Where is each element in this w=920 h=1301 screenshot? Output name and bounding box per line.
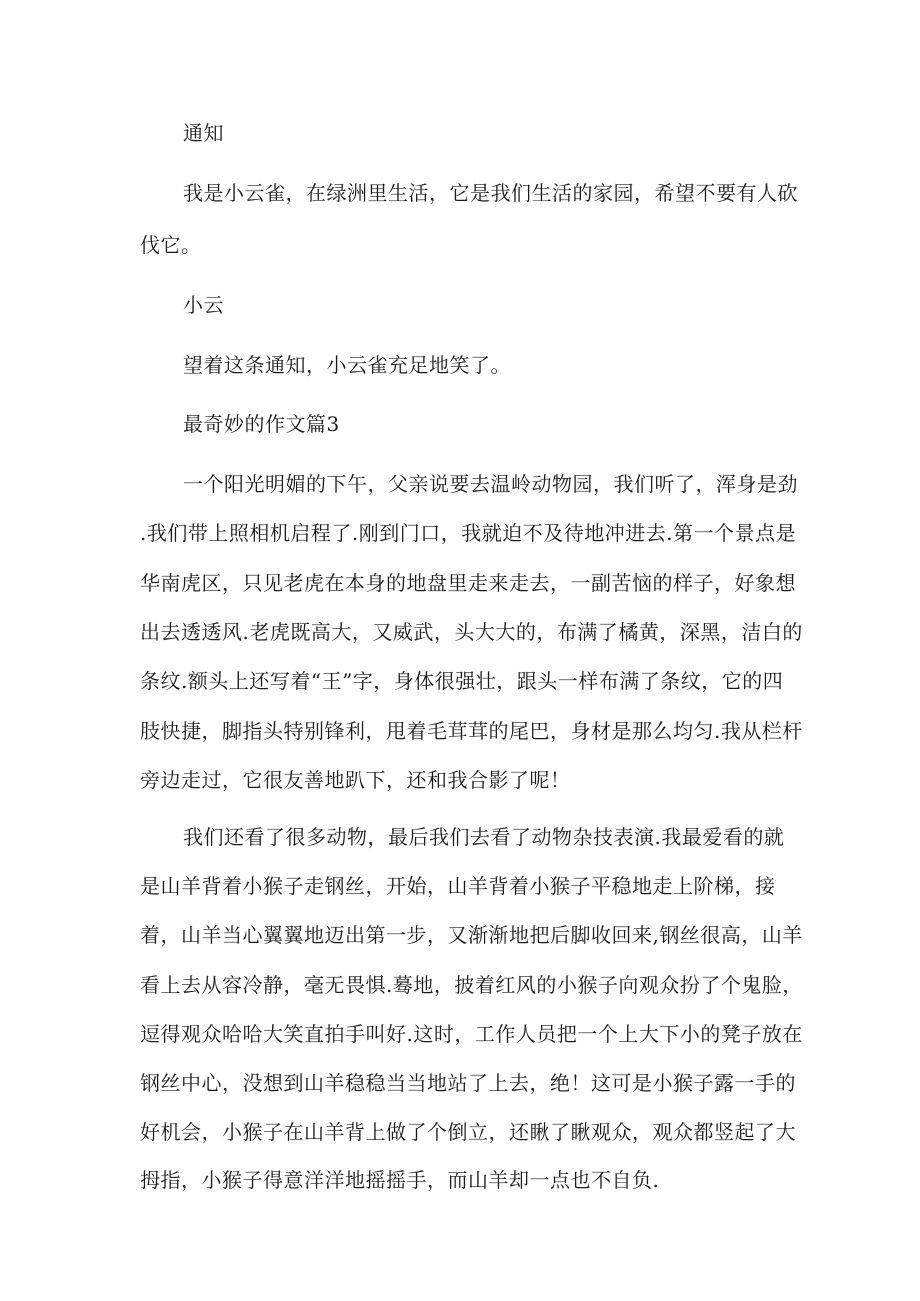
section-heading: 最奇妙的作文篇3	[183, 412, 340, 436]
notice-signature: 小云	[183, 293, 224, 317]
paragraph-line: 条纹.额头上还写着“王”字，身体很强壮，跟头一样布满了条纹，它的四	[140, 669, 784, 693]
paragraph-line: 拇指，小猴子得意洋洋地摇摇手，而山羊却一点也不自负.	[140, 1168, 660, 1192]
paragraph-line: 望着这条通知，小云雀充足地笑了。	[183, 353, 511, 377]
paragraph-line: .我们带上照相机启程了.刚到门口，我就迫不及待地冲进去.第一个景点是	[140, 521, 797, 545]
paragraph-line: 我们还看了很多动物，最后我们去看了动物杂技表演.我最爱看的就	[183, 825, 785, 849]
paragraph-line: 钢丝中心，没想到山羊稳稳当当地站了上去，绝！这可是小猴子露一手的	[140, 1071, 796, 1095]
notice-body-line: 我是小云雀，在绿洲里生活，它是我们生活的家园，希望不要有人砍	[183, 181, 798, 205]
paragraph-line: 是山羊背着小猴子走钢丝，开始，山羊背着小猴子平稳地走上阶梯，接	[140, 874, 776, 898]
paragraph-line: 出去透透风.老虎既高大，又威武，头大大的，布满了橘黄，深黑，洁白的	[140, 620, 803, 644]
paragraph-line: 华南虎区，只见老虎在本身的地盘里走来走去，一副苦恼的样子，好象想	[140, 571, 796, 595]
paragraph-line: 着，山羊当心翼翼地迈出第一步，又渐渐地把后脚收回来,钢丝很高，山羊	[140, 923, 803, 947]
paragraph-line: 逗得观众哈哈大笑直拍手叫好.这时，工作人员把一个上大下小的凳子放在	[140, 1022, 803, 1046]
paragraph-line: 好机会，小猴子在山羊背上做了个倒立，还瞅了瞅观众，观众都竖起了大	[140, 1120, 796, 1144]
paragraph-line: 看上去从容冷静，毫无畏惧.蓦地，披着红风的小猴子向观众扮了个鬼脸，	[140, 973, 803, 997]
paragraph-line: 一个阳光明媚的下午，父亲说要去温岭动物园，我们听了，浑身是劲	[183, 472, 798, 496]
notice-body-line: 伐它。	[140, 233, 202, 257]
paragraph-line: 旁边走过，它很友善地趴下，还和我合影了呢！	[140, 768, 571, 792]
paragraph-line: 肢快捷，脚指头特别锋利，甩着毛茸茸的尾巴，身材是那么均匀.我从栏杆	[140, 719, 803, 743]
notice-heading: 通知	[183, 121, 224, 145]
